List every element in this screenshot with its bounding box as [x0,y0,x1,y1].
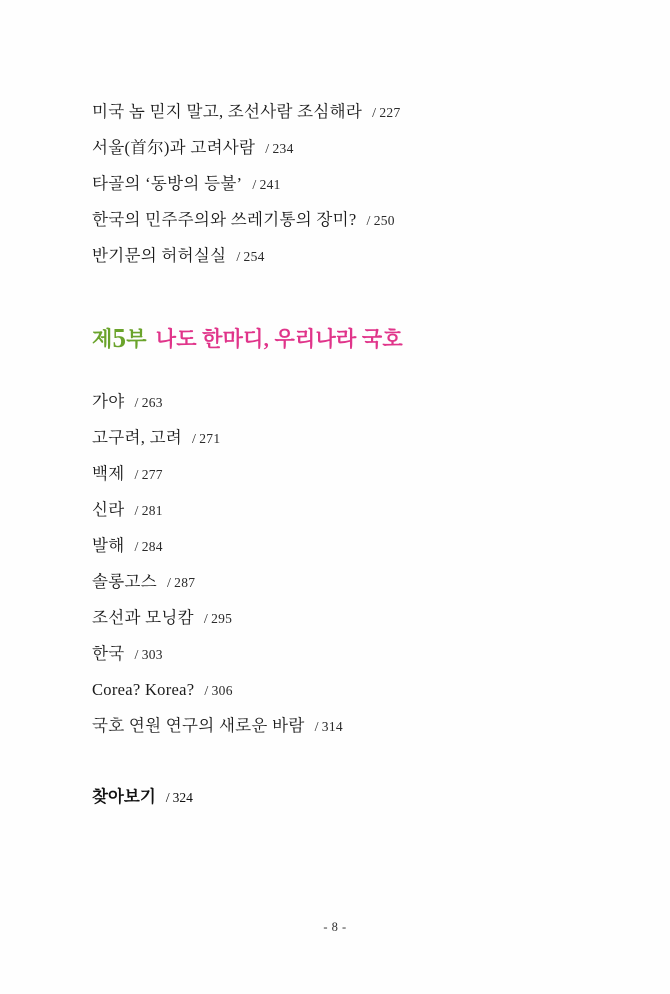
toc-entry[interactable] [92,248,572,265]
toc-entry[interactable] [92,176,572,193]
toc-entry-page: 227 [379,105,401,120]
part-number: 5 [112,323,127,353]
toc-entry[interactable] [92,430,572,447]
toc-entry-page: 241 [259,177,281,192]
toc-entry-page: 271 [199,431,221,446]
toc-entry-page: 314 [321,719,343,734]
toc-entry-title: 국호 연원 연구의 새로운 바람 [92,716,305,735]
toc-entry[interactable] [92,646,572,663]
toc-entry-separator: / [204,684,209,699]
index-separator: / [165,791,170,806]
toc-entry-separator: / [366,214,371,229]
toc-entry-separator: / [134,540,139,555]
toc-entry-title: 신라 [92,500,125,519]
toc-entry-separator: / [134,468,139,483]
toc-entry[interactable] [92,538,572,555]
toc-entry-separator: / [314,720,319,735]
toc-entry-title: 한국 [92,644,125,663]
toc-entry[interactable] [92,104,572,121]
toc-entry-separator: / [252,178,257,193]
toc-entry-page: 234 [272,141,294,156]
toc-entry-page: 284 [141,539,163,554]
toc-entry-separator: / [166,576,172,591]
toc-entry[interactable] [92,502,572,519]
toc-group-part4-remainder [92,104,572,265]
toc-entry-title: 가야 [92,392,125,411]
toc-entry-page: 281 [141,503,163,518]
toc-group-part5 [92,394,572,735]
toc-entry-page: 263 [141,395,163,410]
toc-entry-title: 조선과 모닝캄 [92,608,194,627]
toc-entry[interactable] [92,610,572,627]
toc-entry-title: 솔롱고스 [92,572,157,591]
toc-entry-separator: / [265,142,270,157]
toc-entry-title: 미국 놈 믿지 말고, 조선사람 조심해라 [92,102,363,121]
toc-entry-separator: / [192,432,197,447]
toc-entry-title: 서울(首尔)과 고려사람 [92,138,256,157]
toc-entry[interactable] [92,466,572,483]
toc-entry-title: 백제 [92,464,125,483]
toc-entry-separator: / [372,106,377,121]
toc-entry[interactable] [92,212,572,229]
toc-entry[interactable] [92,682,572,699]
toc-entry-page: 306 [211,683,233,698]
toc-entry-separator: / [203,612,209,627]
toc-entry-page: 303 [141,647,163,662]
toc-entry[interactable] [92,394,572,411]
toc-entry-separator: / [134,504,139,519]
toc-entry-page: 277 [141,467,163,482]
part-title: 나도 한마디, 우리나라 국호 [155,327,403,351]
toc-entry-title: 고구려, 고려 [92,428,183,447]
toc-entry[interactable] [92,718,572,735]
toc-entry-page: 250 [373,213,395,228]
toc-entry-title: 타골의 ‘동방의 등불’ [92,174,243,193]
index-page: 324 [172,790,193,805]
toc-entry-title: Corea? Korea? [92,680,195,699]
toc-entry-title: 한국의 민주주의와 쓰레기통의 장미? [92,210,357,229]
toc-entry[interactable] [92,140,572,157]
table-of-contents [92,104,572,807]
toc-entry-title: 반기문의 허허실실 [92,246,227,265]
part-heading-5 [92,323,572,354]
toc-entry-separator: / [134,648,139,663]
toc-entry-title: 발해 [92,536,125,555]
toc-entry-page: 254 [243,249,265,264]
toc-entry-separator: / [134,396,139,411]
index-title: 찾아보기 [92,787,156,806]
part-suffix: 부 [126,327,147,351]
toc-entry-index[interactable] [92,783,572,807]
toc-entry-separator: / [236,250,241,265]
part-prefix: 제 [92,327,113,351]
toc-entry[interactable] [92,574,572,591]
toc-entry-page: 295 [211,611,233,626]
page-number: - 8 - [323,920,347,934]
toc-entry-page: 287 [174,575,196,590]
